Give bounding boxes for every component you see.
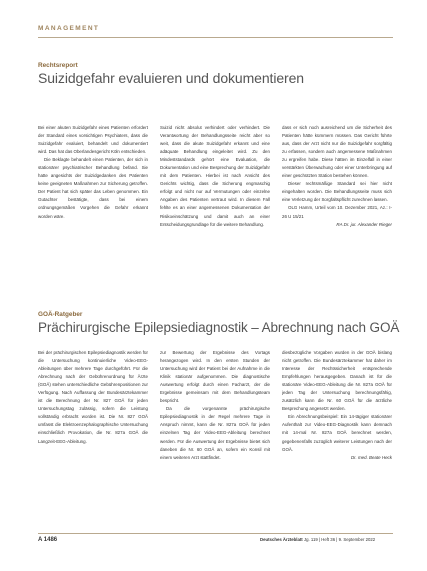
article1-author: RA Dr. jur. Alexander Rieger [336,221,392,227]
article1-col3-para: dass er sich noch ausreichend um die Sicherheit des Patienten hätte kümmern müssen. Das Gericht führte aus, dass der Arzt nicht nur die Suizidgefahr sorgfältig zu erfassen, sondern auch angemessene Maßnahmen zu ergreifen habe. Diese hätten im Einzelfall in einer verstärkten Überwachung oder einer Unterbringung auf einer geschützten Station bestehen können. [282,125,392,179]
article1-col2-para: Suizid nicht absolut verhindert oder verhindert. Die Verantwortung der Behandlungsseite reicht aber so weit, dass die akute Suizidgefahr erkannt und eine adäquate Behandlung eingeleitet wird. Zu den Mindeststandards gehört eine Evaluation, die Dokumentation und eine Besprechung der Suizidgefahr mit dem Patienten. Hierbei ist nach Ansicht des Gerichts wichtig, dass die Sicherung engmaschig erfolgt und nicht nur auf Vermutungen oder einzelne Angaben des Patienten vertraut wird. In diesem Fall fehlte es an einer angemessenen Dokumentation der Risikoeinschätzung und damit auch an einer Entscheidungsgrundlage für die weitere Behandlung. [160,125,270,227]
article2-column-1 [38,349,148,529]
article2-col3-para: Ein Abrechnungsbeispiel: Ein 14-tägiger stationärer Aufenthalt zur Video-EEG-Diagnostik kann demnach mit 14-mal Nr. 827a GOÄ berechnet werden, gegebenenfalls zuzüglich weiterer Leistungen nach der GOÄ. [282,414,392,452]
article2-col1-para: Bei der prächirurgischen Epilepsiediagnostik werden für die Untersuchung kontinuierliche Video-EEG-Ableitungen über mehrere Tage durchgeführt. Für die Abrechnung nach der Gebührenordnung für Ärzte (GOÄ) stehen unterschiedliche Gebührenpositionen zur Verfügung. Nach Auffassung der Bundesärztekammer ist die Berechnung der Nr. 827 GOÄ für jeden Untersuchungstag zulässig, sofern die Leistung vollständig erbracht worden ist. Die Nr. 827 GOÄ umfasst die Elektroenzephalographische Untersuchung einschließlich Provokation, die Nr. 827a GOÄ die Langzeit-EEG-Ableitung. [38,350,148,444]
article1-column-3 [282,124,392,294]
page-number: A 1486 [38,537,58,543]
article2-column-3 [282,349,392,529]
article2-col2-para: Da die vorgenannte prächirurgische Epilepsiediagnostik in der Regel mehrere Tage in Anspruch nimmt, kann die Nr. 827a GOÄ für jeden einzelnen Tag der Video-EEG-Ableitung berechnet werden. Für die Auswertung der Ergebnisse bietet sich daneben die Nr. 60 GOÄ an, sofern ein Konsil mit einem weiteren Arzt stattfindet. [160,406,270,460]
article2-col2-para: zur Bewertung der Ergebnisse des Vortags herangezogen wird. In den ersten Stunden der Untersuchung wird der Patient bei der Aufnahme in die Klinik stationär aufgenommen. Die diagnostische Auswertung erfolgt durch einen Facharzt, der die Ergebnisse gemeinsam mit dem Behandlungsteam bespricht. [160,350,270,404]
article1-col1-para: Bei einer akuten Suizidgefahr eines Patienten erfordert der Standard eines vorsichtigen Psychiaters, dass die Suizidgefahr evaluiert, behandelt und dokumentiert wird. Das hat das Oberlandesgericht Köln entschieden. [38,125,148,155]
journal-name: Deutsches Ärzteblatt [260,537,303,542]
article2-column-2 [160,349,270,529]
article1-col1-para: Die Beklagte behandelt einen Patienten, der sich in stationärer psychiatrischer Behandlung befand. Sie hatte angesichts der Suizidgedanken des Patienten keine geeigneten Maßnahmen zur Sicherung getroffen. Der Patient hat sich später das Leben genommen. Ein Gutachter bestätigte, dass bei einem ordnungsgemäßen Vorgehen die Gefahr erkannt worden wäre. [38,157,148,219]
article1-title: Suizidgefahr evaluieren und dokumentieren [38,70,304,86]
article2-col3-para: diesbezügliche Vorgaben wurden in der GOÄ bislang nicht getroffen. Die Bundesärztekammer hat daher im Interesse der Rechtssicherheit entsprechende Empfehlungen herausgegeben. Danach ist für die stationäre Video-EEG-Ableitung die Nr. 827a GOÄ für jeden Tag der Untersuchung berechnungsfähig, zusätzlich kann die Nr. 60 GOÄ für die ärztliche Besprechung angesetzt werden. [282,350,392,412]
footer-journal [260,537,375,542]
article1-kicker: Rechtsreport [38,62,78,69]
section-label: MANAGEMENT [38,25,100,32]
issue-info: Jg. 119 | Heft 36 | 9. September 2022 [303,537,376,542]
article1-column-1 [38,124,148,294]
article1-column-2 [160,124,270,294]
header-rule [38,37,393,38]
article2-title: Prächirurgische Epilepsiediagnostik – Abrechnung nach GOÄ [38,320,400,335]
footer-rule [38,533,393,534]
article2-author: Dr. med. Beate Heck [350,454,392,460]
article1-citation: OLG Hamm, Urteil vom 10. Dezember 2021, Az.: I-26 U 15/21 [282,205,392,219]
article1-col3-para: Dieser rechtsmäßige Standard sei hier nicht eingehalten worden. Die Behandlungsseite muss sich eine Verletzung der Sorgfaltspflicht zurechnen lassen. [282,181,392,203]
article2-kicker: GOÄ-Ratgeber [38,311,83,318]
